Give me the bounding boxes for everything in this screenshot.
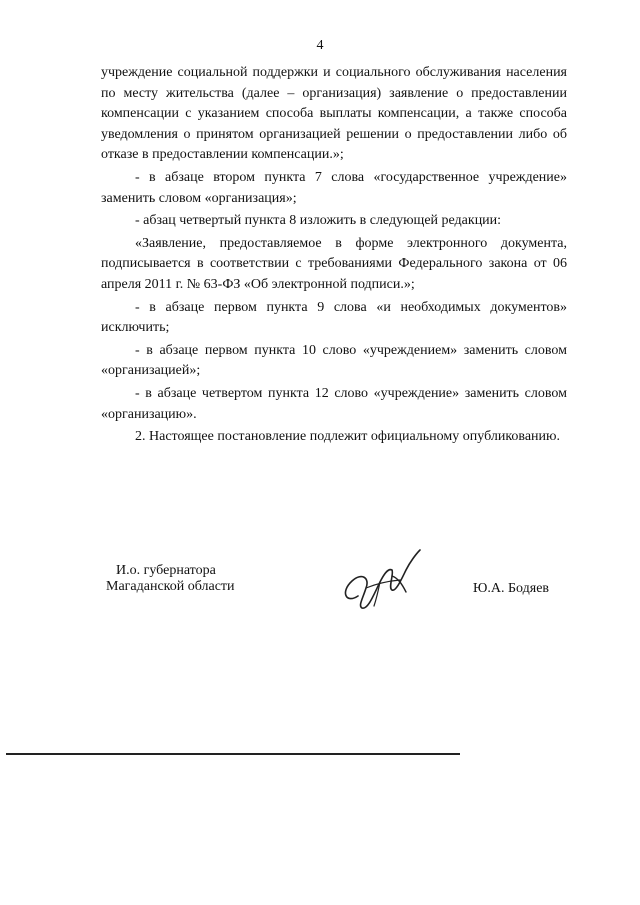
paragraph-continuation: учреждение социальной поддержки и социального обслуживания населения по месту жительства (далее – организация) заявление о предоставлении компенсации с указанием способа выплаты компенсации, а также способа уведомления о принятом организацией решении о предоставлении либо об отказе в предоставлении компенсации.»;: [101, 65, 567, 163]
paragraph-item: - в абзаце первом пункта 9 слова «и необходимых документов» исключить;: [101, 299, 567, 336]
paragraph-quote: «Заявление, предоставляемое в форме электронного документа, подписывается в соответствии с требованиями Федерального закона от 06 апреля 2011 г. № 63-ФЗ «Об электронной подписи.»;: [101, 235, 567, 292]
page-number: 4: [316, 38, 324, 53]
signatory-position-line1: И.о. губернатора: [116, 563, 216, 578]
paragraph-item: - в абзаце первом пункта 10 слово «учреждением» заменить словом «организацией»;: [101, 342, 567, 379]
paragraph-item: - в абзаце втором пункта 7 слова «государственное учреждение» заменить словом «организация»;: [101, 169, 567, 206]
signatory-position: [106, 563, 235, 595]
paragraph-item: - абзац четвертый пункта 8 изложить в следующей редакции:: [135, 213, 502, 229]
document-body: [101, 63, 567, 448]
handwritten-signature: [336, 548, 436, 610]
signatory-name: Ю.А. Бодяев: [473, 581, 550, 596]
paragraph-item: - в абзаце четвертом пункта 12 слово «учреждение» заменить словом «организацию».: [101, 385, 567, 422]
paragraph-publication: 2. Настоящее постановление подлежит официальному опубликованию.: [135, 429, 560, 445]
signatory-position-line2: Магаданской области: [106, 579, 235, 594]
bottom-rule: [6, 753, 460, 755]
